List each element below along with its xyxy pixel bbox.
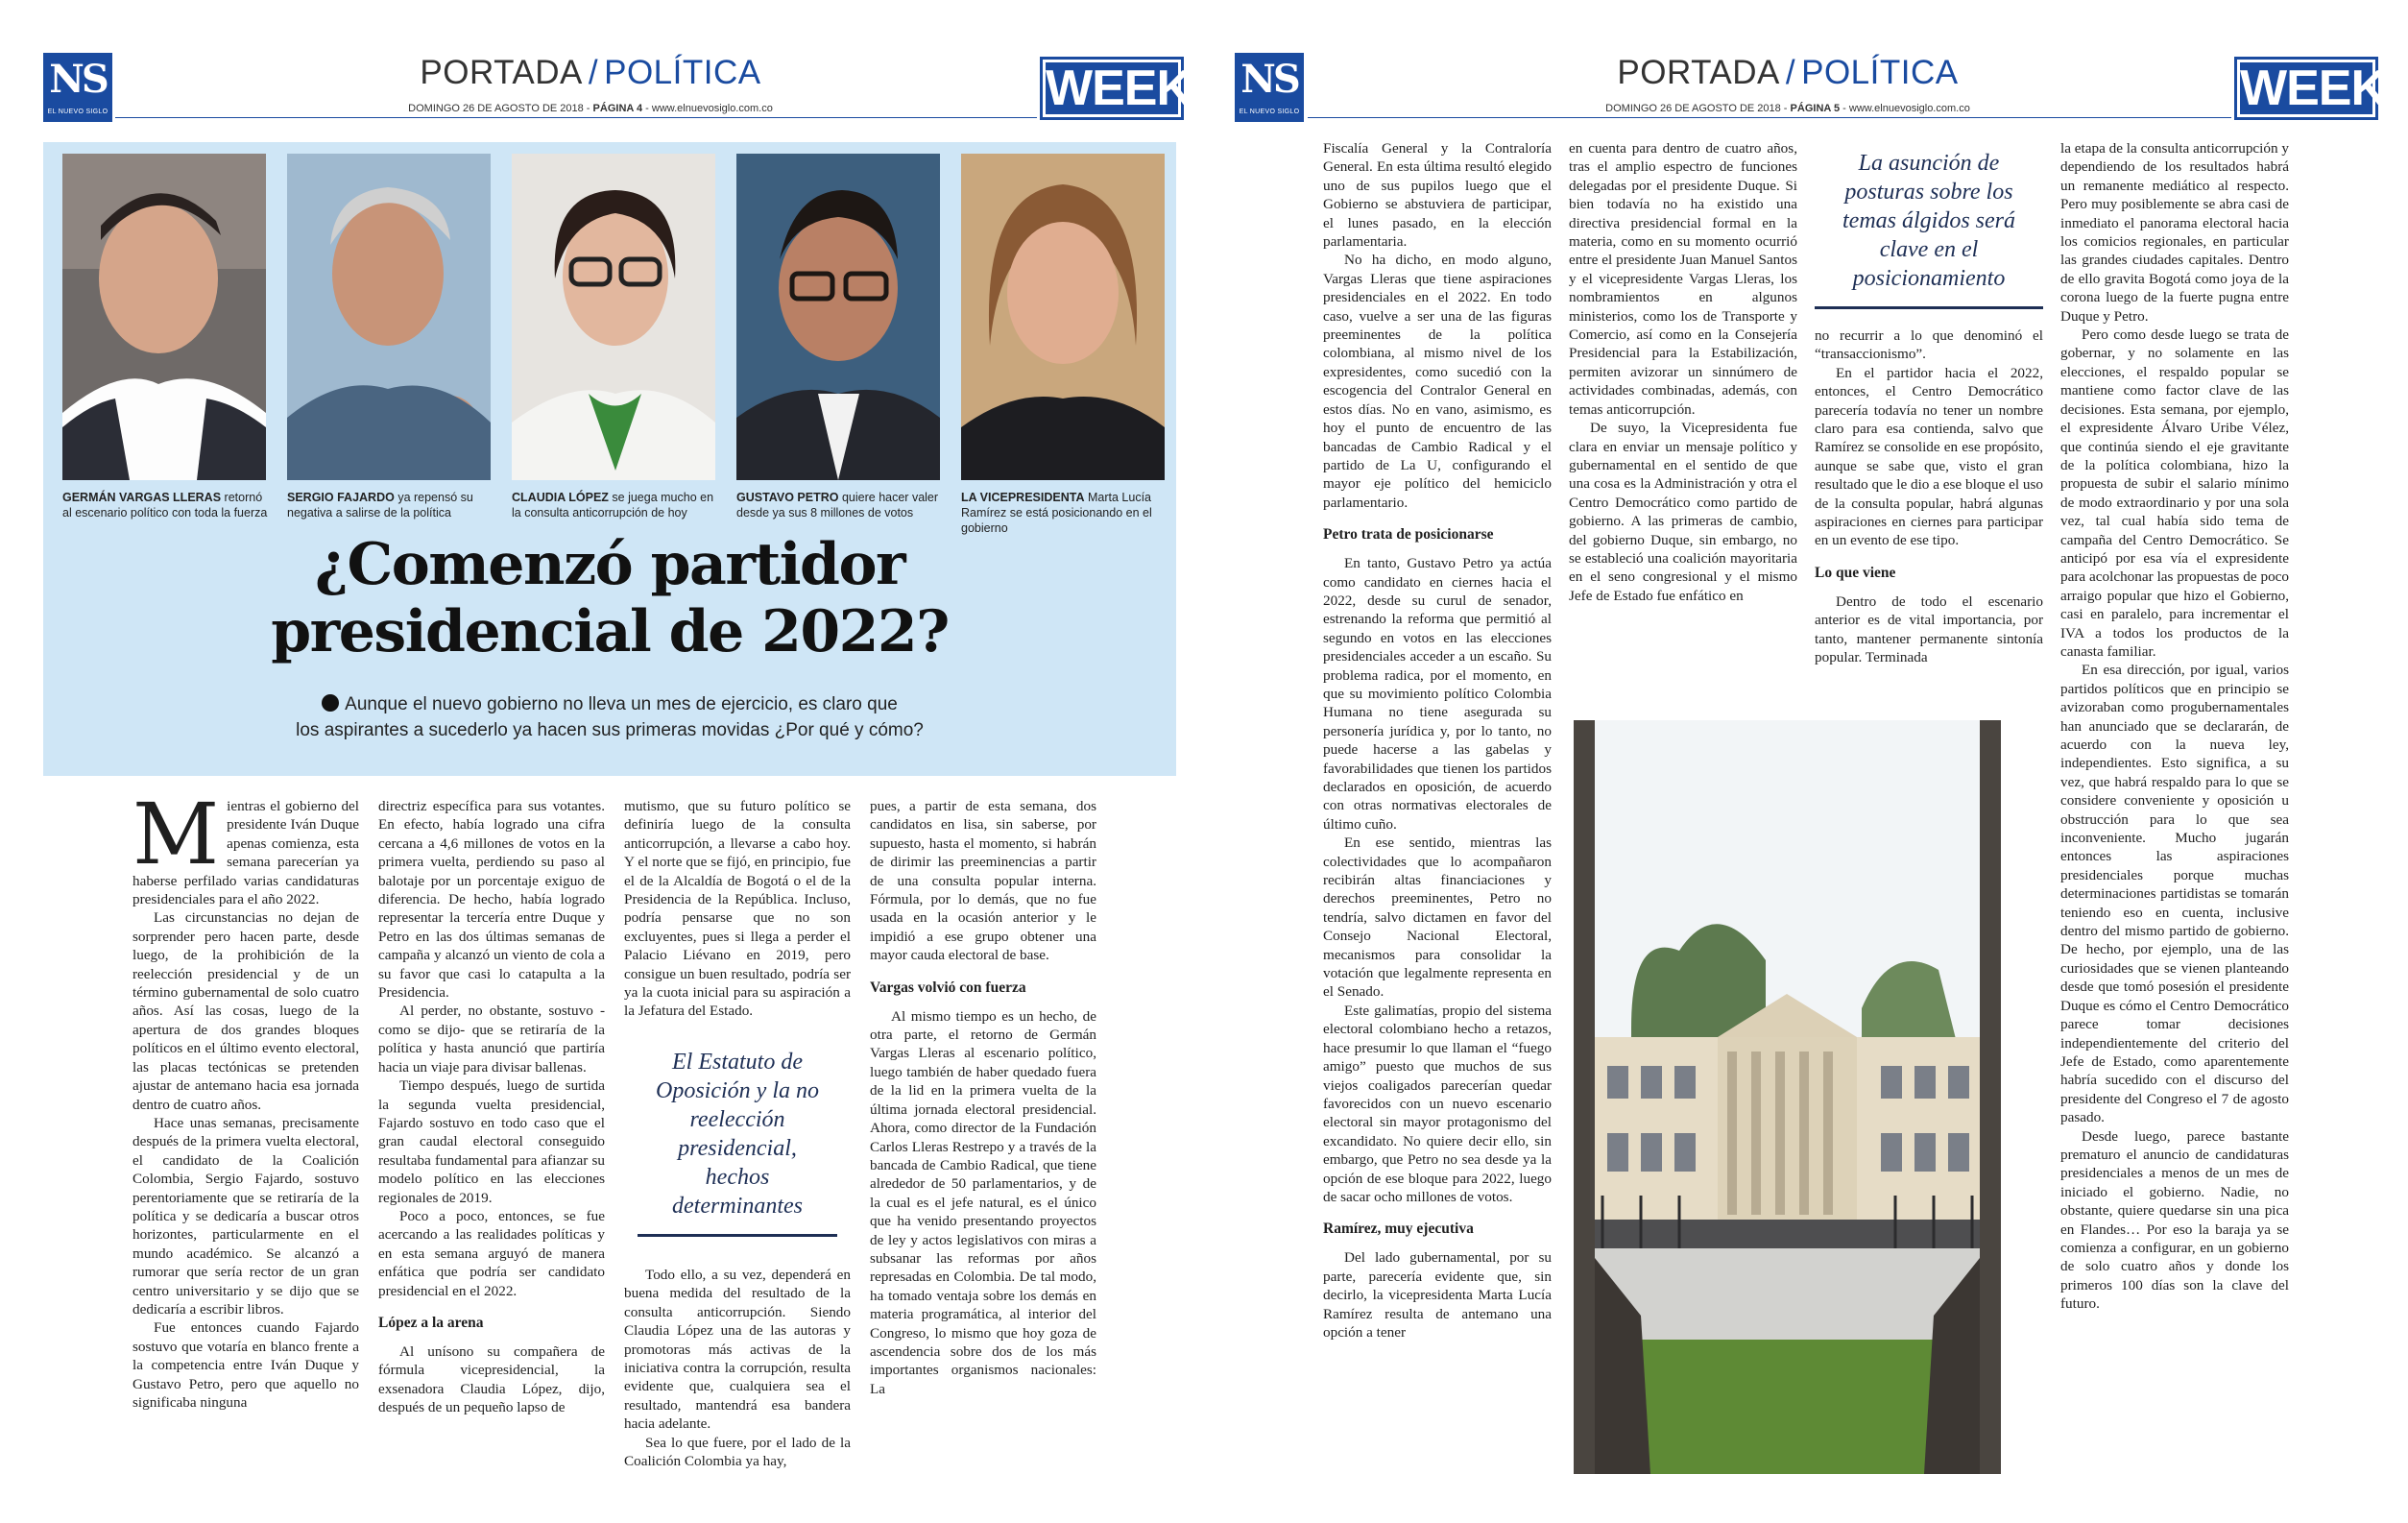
paragraph: no recurrir a lo que denominó el “transaccionismo”.	[1815, 327, 2043, 363]
palace-image-icon	[1574, 720, 2001, 1474]
dateline: DOMINGO 26 DE AGOSTO DE 2018 - PÁGINA 4 - www.elnuevosiglo.com.co	[408, 103, 773, 114]
subheading: Lo que viene	[1815, 564, 1896, 581]
caption-vargas: GERMÁN VARGAS LLERAS retornó al escenario político con toda la fuerza	[62, 491, 268, 520]
masthead-right	[1204, 53, 2408, 125]
paragraph: Al mismo tiempo es un hecho, de otra parte, el retorno de Germán Vargas Lleras al escenario político, luego también de haber quedado fuera de la lid en la primera vuelta de la última jornada electoral presidencial. Ahora, como director de la Fundación Carlos Lleras Restrepo y a través de la bancada de Cambio Radical, que tiene alrededor de 50 parlamentarios, y de la cual es el jefe natural, es el único que ha venido presentando proyectos de ley y actos legislativos con miras a subsanar las reformas por años represadas en Colombia. De tal modo, ha tomado ventaja sobre los demás en materia programática, al interior del Congreso, lo mismo que hoy goza de ascendencia sobre dos de los más importantes organismos nacionales: La	[870, 1007, 1096, 1397]
drop-cap: M	[132, 785, 220, 883]
paragraph: Poco a poco, entonces, se fue acercando a las realidades políticas y en esta semana arguyó de manera enfática que podría ser candidato presidencial en el 2022.	[378, 1207, 605, 1299]
portrait-lopez-icon	[512, 154, 715, 480]
caption-ramirez: LA VICEPRESIDENTA Marta Lucía Ramírez se está posicionando en el gobierno	[961, 491, 1152, 535]
subheading: Vargas volvió con fuerza	[870, 979, 1026, 996]
paragraph: Tiempo después, luego de surtida la segunda vuelta presidencial, Fajardo sostuvo en todo caso que el gran caudal electoral conseguido resultaba fundamental para afianzar su modelo político en las elecciones regionales de 2019.	[378, 1077, 605, 1206]
header-rule	[115, 117, 1037, 118]
ns-logo-icon: NS EL NUEVO SIGLO	[43, 53, 112, 122]
lead-paragraph: Mientras el gobierno del presidente Iván Duque apenas comienza, esta semana parecerían ya haberse perfilado varias candidaturas presidenciales para el año 2022.	[132, 785, 359, 908]
subheading: Ramírez, muy ejecutiva	[1323, 1221, 1474, 1238]
paragraph: En el partidor hacia el 2022, entonces, el Centro Democrático parecería todavía no tener un nombre claro para esa contienda, salvo que Ramírez se consolide en ese propósito, aunque se sabe que, visto el gran resultado que le dio a ese bloque el uso de la consulta popular, habrá algunas aspiraciones en ciernes para participar en un evento de ese tipo.	[1815, 364, 2043, 549]
paragraph: Sea lo que fuere, por el lado de la Coalición Colombia ya hay,	[624, 1434, 851, 1469]
masthead-left	[0, 53, 1204, 125]
paragraph: Fue entonces cuando Fajardo sostuvo que votaría en blanco frente a la competencia entre Iván Duque y Gustavo Petro, pero que aquello no significaba ninguna	[132, 1319, 359, 1411]
caption-fajardo: SERGIO FAJARDO ya repensó su negativa a salirse de la política	[287, 491, 473, 520]
article-column-4	[870, 797, 1096, 1398]
article-column-2	[1569, 139, 1797, 605]
paragraph: Desde luego, parece bastante prematuro el anuncio de candidaturas presidenciales a menos de un mes de iniciado el gobierno. Nadie, no obstante, quiere quedarse sin una pica en Flandes… Por eso la baraja ya se comienza a configurar, en un gobierno de solo cuatro años y donde los primeros 100 días son la clave del futuro.	[2060, 1127, 2289, 1313]
paragraph: Hace unas semanas, precisamente después de la primera vuelta electoral, el candidato de la Coalición Colombia, Sergio Fajardo, sostuvo perentoriamente que se retiraría de la política y se dedicaría a buscar otros horizontes, particularmente en el mundo académico. Se alcanzó a rumorar que sería rector de un gran centro universitario y se dijo que se dedicaría a escribir libros.	[132, 1114, 359, 1318]
subheading: López a la arena	[378, 1314, 484, 1331]
section-title: PORTADA / POLÍTICA	[1617, 54, 1959, 91]
week-logo-icon: WEEK	[1040, 57, 1184, 120]
paragraph: pues, a partir de esta semana, dos candidatos en lisa, sin saberse, por supuesto, hasta el momento, si habrán de dirimir las preeminencias a partir de una consulta popular interna. Fórmula, por lo demás, que no fue usada en la ocasión anterior y le impidió a ese grupo obtener una mayor cauda electoral de base.	[870, 798, 1096, 964]
photo-petro	[736, 154, 940, 480]
paragraph: Las circunstancias no dejan de sorprender pero hacen parte, desde luego, de la prohibición de la reelección presidencial y de un término gubernamental de solo cuatro años. Así las cosas, luego de la apertura de dos grandes bloques políticos en el último evento electoral, las placas tectónicas se pretenden ajustar de antemano hacia esa jornada dentro de cuatro años.	[132, 909, 359, 1113]
main-headline: ¿Comenzó partidor presidencial de 2022?	[271, 531, 949, 665]
portrait-fajardo-icon	[287, 154, 491, 480]
pull-quote: La asunción de posturas sobre los temas álgidos será clave en el posicionamiento	[1815, 139, 2043, 309]
week-logo-icon: WEEK	[2234, 57, 2378, 120]
portrait-petro-icon	[736, 154, 940, 480]
section-title: PORTADA / POLÍTICA	[420, 54, 761, 91]
photo-claudia-lopez	[512, 154, 715, 480]
bullet-dot-icon	[322, 694, 339, 712]
article-column-4	[2060, 139, 2289, 1314]
photo-vicepresidenta	[961, 154, 1165, 480]
caption-lopez: CLAUDIA LÓPEZ se juega mucho en la consulta anticorrupción de hoy	[512, 491, 714, 520]
paragraph: Este galimatías, propio del sistema electoral colombiano hecho a retazos, hace presumir lo que llaman el “fuego amigo” puesto que muchos de sus viejos coaligados parecerían quedar favorecidos con un nuevo escenario electoral sin mayor protagonismo del excandidato. No quiere decir ello, sin embargo, que Petro no sea desde ya la opción de ese bloque para 2022, luego de sacar ocho millones de votos.	[1323, 1002, 1552, 1205]
header-rule	[1308, 117, 2231, 118]
paragraph: Al perder, no obstante, sostuvo -como se dijo- que se retiraría de la política y hasta anunció que partiría hacia un viaje para divisar ballenas.	[378, 1003, 605, 1076]
right-page	[1204, 0, 2408, 1523]
paragraph: directriz específica para sus votantes. En efecto, había logrado una cifra cercana a 4,6 millones de votos en la primera vuelta, perdiendo su paso al balotaje por un porcentaje exiguo de diferencia. De hecho, había logrado representar la tercería entre Duque y Petro en las dos últimas semanas de campaña y alcanzó un viento de cola a su favor que casi lo catapulta a la Presidencia.	[378, 798, 605, 1002]
article-column-2	[378, 797, 605, 1417]
paragraph: mutismo, que su futuro político se definiría luego de la consulta anticorrupción, a llevarse a cabo hoy. Y el norte que se fijó, en principio, fue el de la Alcaldía de Bogotá o el de la Presidencia de la República. Incluso, podría pensarse que no son excluyentes, pues si llega a perder el Palacio Liévano en 2019, pero consigue un buen resultado, podría ser ya la cuota inicial para su aspiración a la Jefatura del Estado.	[624, 798, 851, 1020]
subheading: Petro trata de posicionarse	[1323, 526, 1494, 544]
portrait-vargas-icon	[62, 154, 266, 480]
paragraph: Al unísono su compañera de fórmula vicepresidencial, la exsenadora Claudia López, dijo, después de un pequeño lapso de	[378, 1342, 605, 1416]
paragraph: Dentro de todo el escenario anterior es de vital importancia, por tanto, mantener permanente sintonía popular. Terminada	[1815, 592, 2043, 666]
paragraph: Del lado gubernamental, por su parte, parecería evidente que, sin decirlo, la vicepresidenta Marta Lucía Ramírez resulta de antemano una opción a tener	[1323, 1249, 1552, 1341]
paragraph: la etapa de la consulta anticorrupción y dependiendo de los resultados habrá un remanente mediático al respecto. Pero muy posiblemente se abra casi de inmediato el panorama electoral hacia los comicios regionales, en particular las grandes ciudades capitales. Dentro de ello gravita Bogotá como joya de la corona luego de la fuerte pugna entre Duque y Petro.	[2060, 140, 2289, 325]
paragraph: En esa dirección, por igual, varios partidos políticos que en principio se avizoraban como progubernamentales han anunciado que se declararán, de acuerdo con la nueva ley, independientes. Esto significa, a su vez, que habrá respaldo para lo que se considere conveniente y oposición u obstrucción para lo que sea inconveniente. Mucho jugarán entonces las aspiraciones presidenciales porque muchas determinaciones partidistas se tomarán teniendo eso en cuenta, inclusive dentro del mismo partido de gobierno. De hecho, por ejemplo, una de las curiosidades que se vienen planteando desde que tomó posesión el presidente Duque es cómo el Centro Democrático parece tomar decisiones independientemente del criterio del Jefe de Estado, como aparentemente habría sucedido con el discurso del presidente del Congreso el 7 de agosto pasado.	[2060, 662, 2289, 1126]
dateline: DOMINGO 26 DE AGOSTO DE 2018 - PÁGINA 5 - www.elnuevosiglo.com.co	[1605, 103, 1970, 114]
article-column-1	[1323, 139, 1552, 1342]
caption-petro: GUSTAVO PETRO quiere hacer valer desde ya sus 8 millones de votos	[736, 491, 939, 520]
pull-quote: El Estatuto de Oposición y la no reelección presidencial, hechos determinantes	[638, 1038, 837, 1237]
paragraph: En tanto, Gustavo Petro ya actúa como candidato en ciernes hacia el 2022, desde su curul de senador, estrenando la reforma que permitió al segundo en votos en las elecciones presidenciales acceder a un escaño. Su problema radica, por el momento, en que su movimiento político Colombia Humana no tiene asegurada su personería jurídica y, por lo tanto, no puede hacerse a las gabelas y favorabilidades que tienen los partidos declarados en oposición, de acuerdo con otras normativas electorales de último cuño.	[1323, 555, 1552, 833]
standfirst: Aunque el nuevo gobierno no lleva un mes de ejercicio, es claro que los aspirantes a sucederlo ya hacen sus primeras movidas ¿Por qué y cómo?	[296, 694, 924, 740]
paragraph: Todo ello, a su vez, dependerá en buena medida del resultado de la consulta anticorrupción. Siendo Claudia López una de las autoras y promotoras más activas de la iniciativa contra la corrupción, resulta evidente que, cualquiera sea el resultado, mantendrá esa bandera hacia adelante.	[624, 1266, 851, 1433]
paragraph: De suyo, la Vicepresidenta fue clara en enviar un mensaje político y gubernamental en el sentido de que una cosa es la Administración y otra el Centro Democrático como partido de gobierno. A las primeras de cambio, del gobierno Duque, sin embargo, no se estableció una coalición mayoritaria en el seno congresional y el mismo Jefe de Estado fue enfático en	[1569, 420, 1797, 604]
article-column-3	[1815, 139, 2043, 667]
paragraph: En ese sentido, mientras las colectividades que lo acompañaron recibirán altas financiaciones y derechos preeminentes, Petro no tendría, salvo dictamen en favor del Consejo Nacional Electoral, mecanismos para consolidar la votación que legalmente representa en el Senado.	[1323, 834, 1552, 1001]
paragraph: No ha dicho, en modo alguno, Vargas Lleras que tiene aspiraciones presidenciales en el 2022. En todo caso, vuelve a ser una de las figuras preeminentes de la política colombiana, al mismo nivel de los expresidentes, como sucedió con la escogencia del Contralor General en estos días. No en vano, asimismo, es hoy el punto de encuentro de las bancadas de Cambio Radical y el partido de La U, configurando el mayor eje político del hemiciclo parlamentario.	[1323, 252, 1552, 511]
portrait-ramirez-icon	[961, 154, 1165, 480]
hero-box	[43, 142, 1176, 776]
ns-logo-icon: NS EL NUEVO SIGLO	[1235, 53, 1304, 122]
paragraph: en cuenta para dentro de cuatro años, tras el amplio espectro de funciones delegadas por el presidente Duque. Si bien todavía no ha existido una directiva presidencial formal en la materia, como en su momento ocurrió entre el presidente Juan Manuel Santos y el vicepresidente Vargas Lleras, los nombramientos en algunos ministerios, como los de Transporte y Comercio, así como en la Consejería Presidencial para la Estabilización, permiten avizorar un sinnúmero de actividades combinadas, además, con temas anticorrupción.	[1569, 140, 1797, 418]
photo-casa-de-narino	[1574, 720, 2001, 1474]
paragraph: Fiscalía General y la Contraloría General. En esta última resultó elegido uno de sus pupilos luego que el Gobierno se abstuviera de participar, el lunes pasado, en la elección parlamentaria.	[1323, 140, 1552, 251]
article-column-3	[624, 797, 851, 1470]
paragraph: Pero como desde luego se trata de gobernar, y no solamente en las elecciones, el respaldo popular se mantiene como factor clave de las decisiones. Esta semana, por ejemplo, el expresidente Álvaro Uribe Vélez, que continúa siendo el eje gravitante de la política colombiana, hizo la propuesta de subir el salario mínimo de modo extraordinario y por una sola vez, tal cual había sido tema de campaña del Centro Democrático. Se anticipó por esa vía el expresidente para acolchonar las propuestas de poco arraigo popular que hizo el Gobierno, casi en paralelo, para incrementar el IVA a todos los productos de la canasta familiar.	[2060, 326, 2289, 660]
photo-vargas-lleras	[62, 154, 266, 480]
article-column-1	[132, 785, 359, 1412]
photo-fajardo	[287, 154, 491, 480]
